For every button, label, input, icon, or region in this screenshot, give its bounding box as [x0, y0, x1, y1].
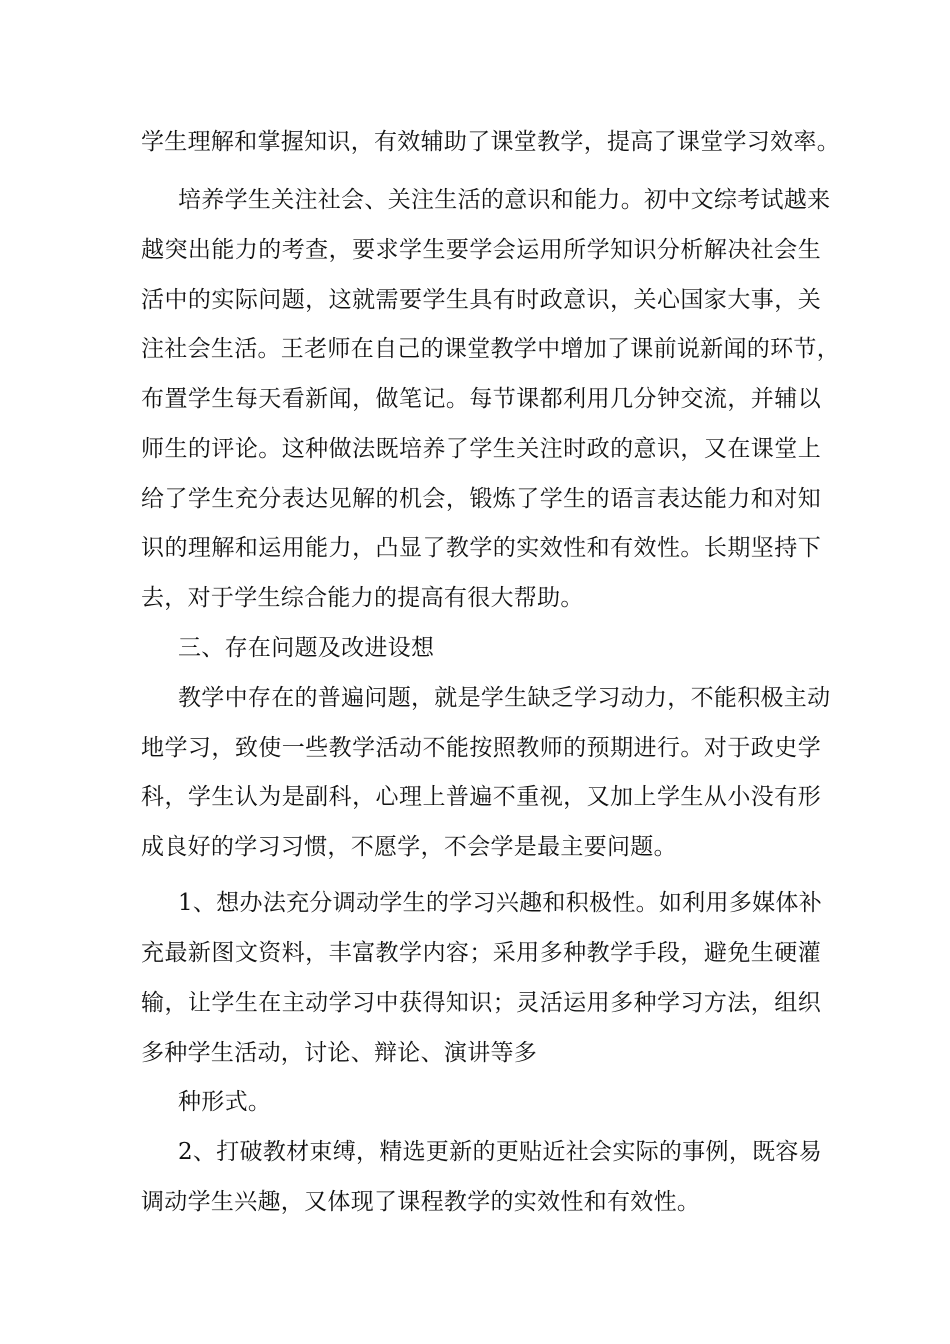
paragraph-line: 培养学生关注社会、关注生活的意识和能力。初中文综考试越来 — [178, 187, 831, 213]
paragraph-line: 成良好的学习习惯，不愿学，不会学是最主要问题。 — [141, 834, 677, 860]
paragraph-line: 布置学生每天看新闻，做笔记。每节课都利用几分钟交流，并辅以 — [141, 386, 821, 412]
paragraph-line: 师生的评论。这种做法既培养了学生关注时政的意识，又在课堂上 — [141, 436, 821, 462]
list-item-line: 多种学生活动，讨论、辩论、演讲等多 — [141, 1040, 538, 1066]
list-item-line: 调动学生兴趣，又体现了课程教学的实效性和有效性。 — [141, 1189, 701, 1215]
paragraph-line: 识的理解和运用能力，凸显了教学的实效性和有效性。长期坚持下 — [141, 535, 821, 561]
paragraph-line: 给了学生充分表达见解的机会，锻炼了学生的语言表达能力和对知 — [141, 486, 821, 512]
paragraph-line: 去，对于学生综合能力的提高有很大帮助。 — [141, 585, 584, 611]
list-item-line: 种形式。 — [178, 1089, 272, 1115]
paragraph-line: 地学习，致使一些教学活动不能按照教师的预期进行。对于政史学 — [141, 735, 821, 761]
list-item-line: 输，让学生在主动学习中获得知识；灵活运用多种学习方法，组织 — [141, 990, 821, 1016]
paragraph-line: 教学中存在的普遍问题，就是学生缺乏学习动力，不能积极主动 — [178, 685, 831, 711]
paragraph-line: 注社会生活。王老师在自己的课堂教学中增加了课前说新闻的环节， — [141, 336, 840, 362]
list-item-line: 2、打破教材束缚，精选更新的更贴近社会实际的事例，既容易 — [178, 1139, 823, 1165]
paragraph-line: 学生理解和掌握知识，有效辅助了课堂教学，提高了课堂学习效率。 — [141, 129, 840, 155]
list-item-line: 充最新图文资料，丰富教学内容；采用多种教学手段，避免生硬灌 — [141, 940, 821, 966]
list-item-line: 1、想办法充分调动学生的学习兴趣和积极性。如利用多媒体补 — [178, 890, 823, 916]
section-heading: 三、存在问题及改进设想 — [178, 635, 435, 661]
paragraph-line: 科，学生认为是副科，心理上普遍不重视，又加上学生从小没有形 — [141, 784, 821, 810]
paragraph-line: 越突出能力的考查，要求学生要学会运用所学知识分析解决社会生 — [141, 237, 821, 263]
paragraph-line: 活中的实际问题，这就需要学生具有时政意识，关心国家大事，关 — [141, 287, 821, 313]
